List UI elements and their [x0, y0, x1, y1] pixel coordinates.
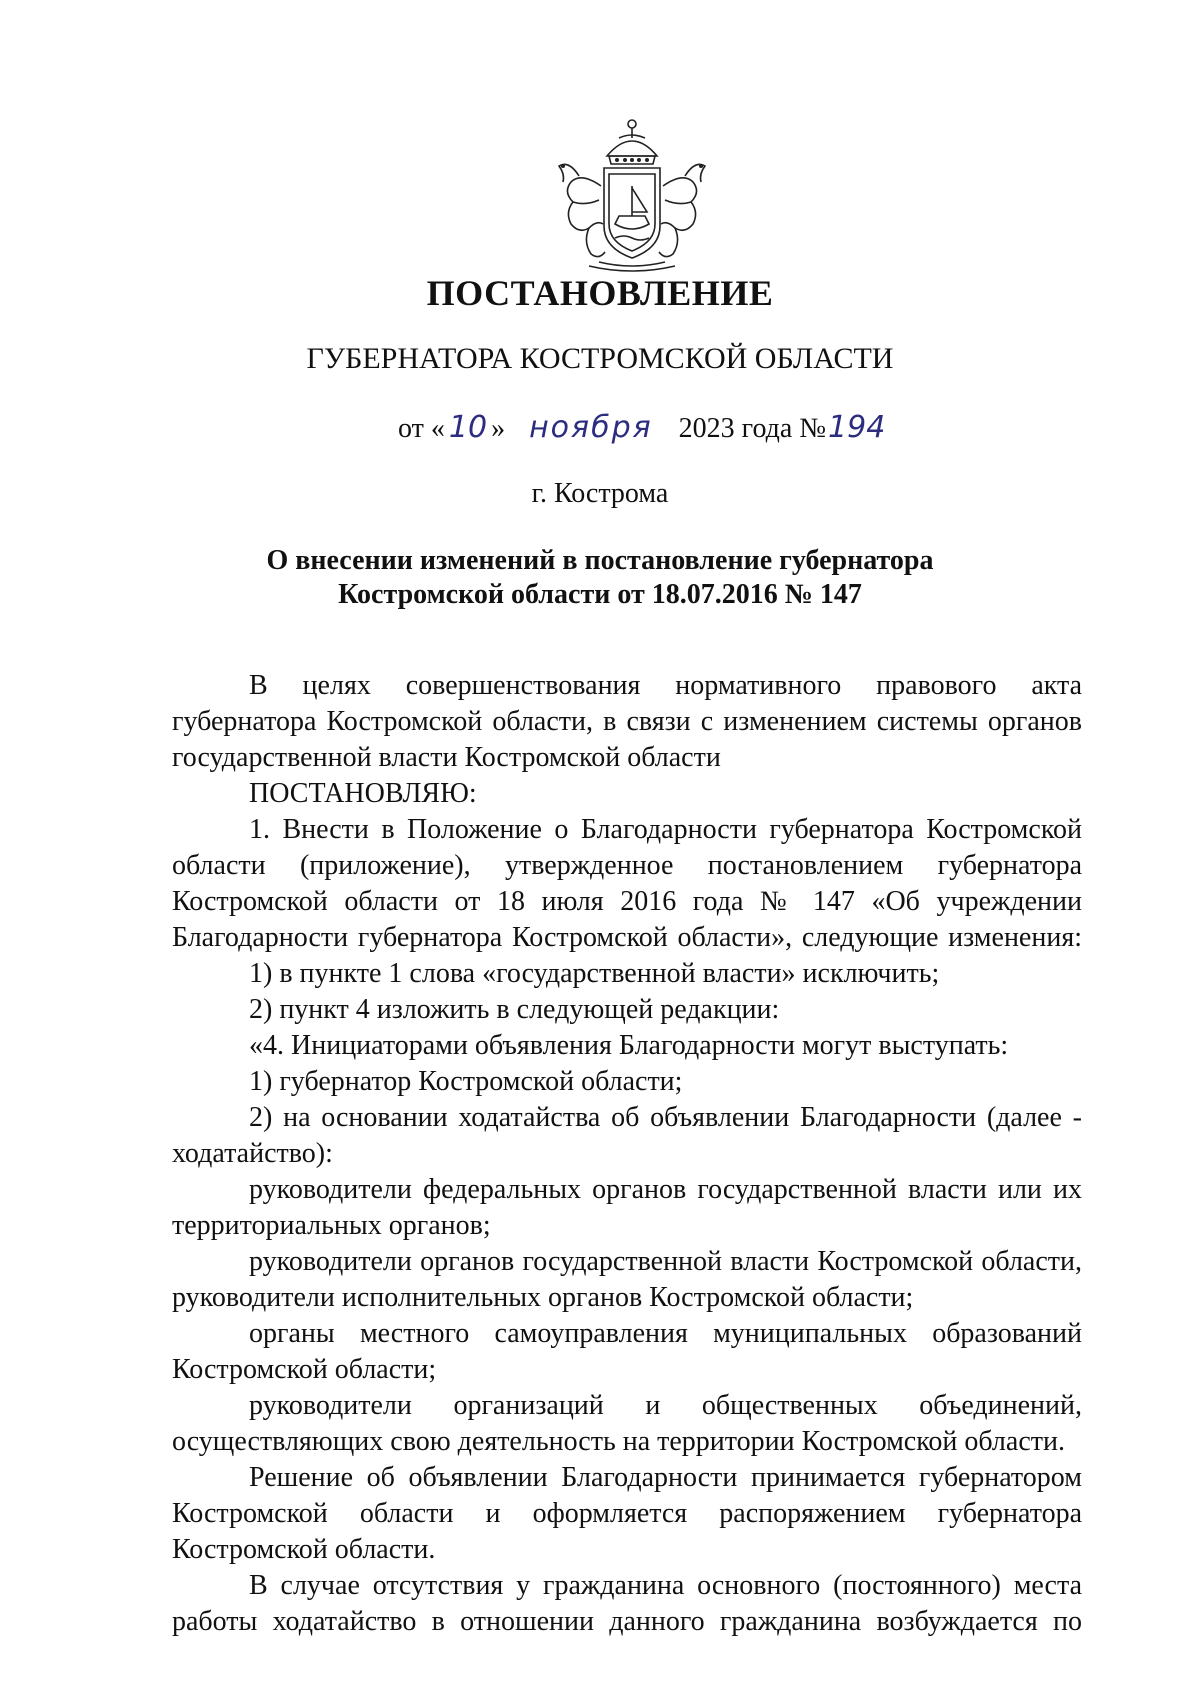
heading-line: О внесении изменений в постановление губернатора: [266, 545, 934, 576]
decree-word: ПОСТАНОВЛЯЮ:: [249, 778, 477, 809]
text-line: губернатора Костромской области, в связи с изменением системы органов: [172, 706, 1082, 737]
text-line: Костромской области и оформляется распоряжением губернатора: [172, 1498, 1082, 1529]
text-line: области (приложение), утвержденное постановлением губернатора: [172, 850, 1082, 881]
text-line: В целях совершенствования нормативного правового акта: [249, 670, 1082, 701]
amendment-item: 2) пункт 4 изложить в следующей редакции:: [249, 994, 780, 1025]
text-line: Решение об объявлении Благодарности принимается губернатором: [249, 1462, 1082, 1493]
text-line: 2) на основании ходатайства об объявлении Благодарности (далее -: [249, 1102, 1082, 1133]
text-line: Благодарности губернатора Костромской области», следующие изменения:: [172, 922, 1082, 953]
quoted-text: «4. Инициаторами объявления Благодарности могут выступать:: [249, 1030, 1009, 1061]
handwritten-number: 194: [828, 410, 886, 445]
document-body: [172, 668, 1082, 1640]
text-line: руководители организаций и общественных объединений,: [249, 1390, 1082, 1421]
text-line: руководители органов государственной власти Костромской области,: [249, 1246, 1082, 1277]
date-close-quote: »: [491, 413, 506, 444]
amendment-item: 1) в пункте 1 слова «государственной власти» исключить;: [249, 958, 940, 989]
sub-item: 1) губернатор Костромской области;: [249, 1066, 683, 1097]
text-line: государственной власти Костромской области: [172, 742, 721, 773]
text-line: Костромской области;: [172, 1354, 437, 1385]
issuer-title: ГУБЕРНАТОРА КОСТРОМСКОЙ ОБЛАСТИ: [306, 342, 894, 375]
kostroma-coat-of-arms-icon: [549, 116, 715, 278]
text-line: Костромской области.: [172, 1534, 436, 1565]
text-line: работы ходатайство в отношении данного гражданина возбуждается по: [172, 1606, 1082, 1637]
text-line: руководители исполнительных органов Костромской области;: [172, 1282, 914, 1313]
city: г. Кострома: [531, 478, 669, 509]
heading-line: Костромской области от 18.07.2016 № 147: [338, 579, 862, 610]
text-line: территориальных органов;: [172, 1210, 491, 1241]
date-prefix: от «: [398, 413, 445, 444]
text-line: В случае отсутствия у гражданина основного (постоянного) места: [249, 1570, 1082, 1601]
document-title: ПОСТАНОВЛЕНИЕ: [426, 273, 774, 313]
text-line: руководители федеральных органов государственной власти или их: [249, 1174, 1082, 1205]
handwritten-month: ноября: [529, 410, 653, 445]
date-year-text: 2023 года №: [678, 413, 827, 444]
text-line: осуществляющих свою деятельность на территории Костромской области.: [172, 1426, 1065, 1457]
text-line: 1. Внести в Положение о Благодарности губернатора Костромской: [249, 814, 1082, 845]
text-line: Костромской области от 18 июля 2016 года № 147 «Об учреждении: [172, 886, 1082, 917]
handwritten-day: 10: [448, 410, 488, 445]
text-line: ходатайство):: [172, 1138, 333, 1169]
document-heading: [0, 544, 1200, 612]
date-number-line: [398, 410, 885, 445]
text-line: органы местного самоуправления муниципальных образований: [249, 1318, 1082, 1349]
